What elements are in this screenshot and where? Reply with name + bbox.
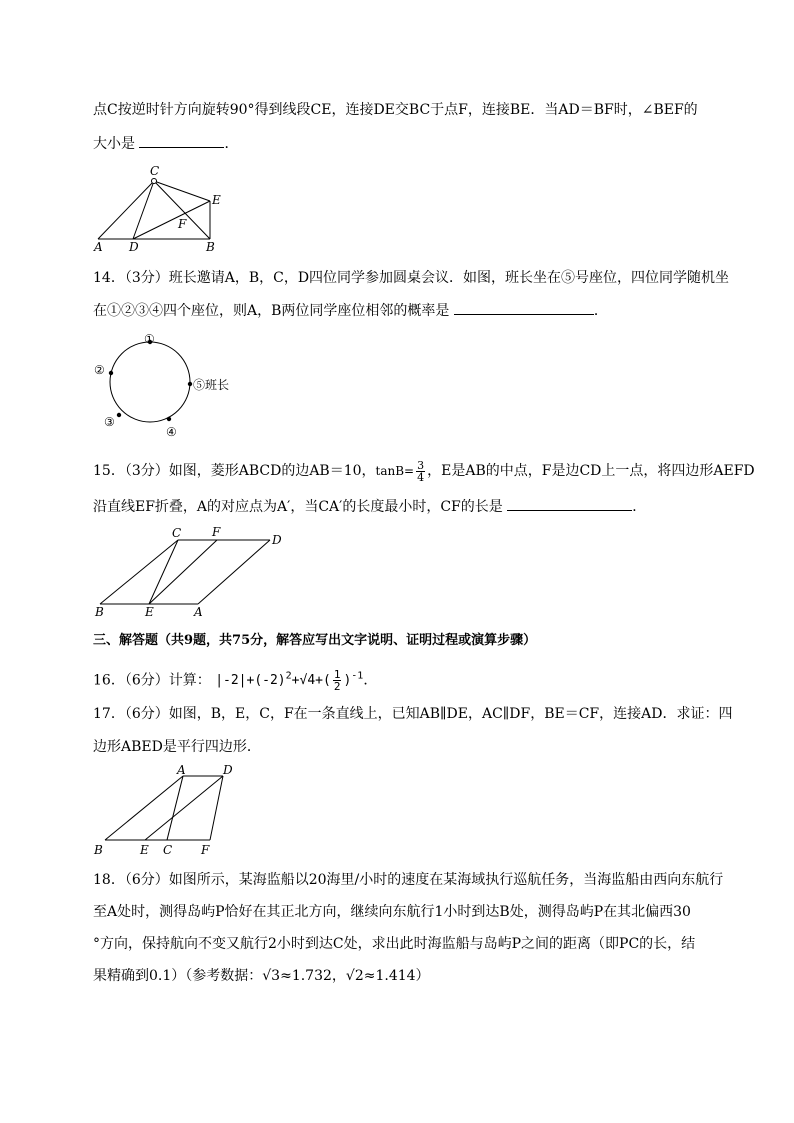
q14-seat-dot-2 [109, 371, 113, 375]
q15-label-b: B [95, 605, 104, 619]
q14-seat-dot-4 [167, 417, 171, 421]
q15-tan-fraction [416, 460, 425, 483]
q17-segment-ab [105, 776, 183, 840]
q16-end: ． [363, 672, 378, 689]
q14-answer-blank [454, 300, 594, 315]
q15-label-d: D [272, 533, 282, 547]
q18-line4: 果精确到0.1）（参考数据：√3≈1.732，√2≈1.414） [93, 968, 430, 984]
q15-figure [90, 524, 300, 620]
q16-half-fraction [333, 669, 342, 692]
q16-expr-b: +√4+( [291, 673, 331, 689]
q17-segment-de [145, 776, 223, 840]
q16-line [93, 663, 378, 694]
q17-label-b: B [94, 843, 103, 857]
q16-prefix: 16．（6分）计算： [93, 672, 211, 689]
q14-seat-label-4: ④ [166, 425, 177, 439]
q15-tan-num: 3 [417, 458, 425, 472]
q14-line2-text: 在①②③④四个座位，则A，B两位同学座位相邻的概率是 [93, 303, 450, 319]
q17-label-d: D [223, 763, 233, 777]
q17-label-e: E [140, 843, 149, 857]
q14-seat-dot-3 [117, 413, 121, 417]
q15-line2-text: 沿直线EF折叠，A的对应点为A′，当CA′的长度最小时，CF的长是 [93, 499, 503, 515]
q13-figure [90, 162, 230, 254]
q16-expr-a: |-2|+(-2) [215, 673, 286, 689]
q13-segment-ce [154, 181, 210, 201]
q15-end: ． [632, 499, 647, 515]
q16-half-den: 2 [333, 680, 341, 694]
q17-line2: 边形ABED是平行四边形． [93, 739, 261, 755]
q18-line3: °方向，保持航向不变又航行2小时到达C处，求出此时海监船与岛屿P之间的距离（即PC的长，结 [93, 936, 696, 952]
q18-line2: 至A处时，测得岛屿P恰好在其正北方向，继续向东航行1小时到达B处，测得岛屿P在其北偏西30 [93, 904, 691, 920]
q16-exp2: 2 [285, 671, 292, 682]
q17-figure [90, 764, 240, 858]
q15-line1a: 15．（3分）如图，菱形ABCD的边AB＝10， [93, 463, 376, 479]
q15-segment-ad [198, 540, 270, 604]
q14-seat-dot-5 [188, 382, 192, 386]
q13-line2-text: 大小是 [93, 136, 135, 152]
q14-seat-label-2: ② [94, 363, 105, 377]
q14-line1: 14．（3分）班长邀请A，B，C，D四位同学参加圆桌会议．如图，班长坐在⑤号座位，四位同学随机坐 [93, 270, 730, 286]
q17-label-c: C [163, 843, 173, 857]
q17-label-f: F [201, 843, 210, 857]
q15-label-a: A [194, 605, 203, 619]
q15-line1b: ，E是AB的中点，F是边CD上一点，将四边形AEFD [427, 463, 755, 479]
q15-segment-bc [100, 540, 178, 604]
q13-label-f: F [178, 217, 187, 231]
q16-expr-c: ) [343, 673, 352, 689]
q15-line1 [93, 457, 755, 485]
q15-tan-den: 4 [417, 470, 425, 484]
q13-end: ． [224, 136, 239, 152]
q16-expression [215, 668, 364, 694]
q17-label-a: A [177, 763, 186, 777]
q14-line2 [93, 300, 608, 321]
q14-seat-label-1: ① [144, 332, 155, 346]
q15-label-c: C [172, 526, 182, 540]
q13-line1: 点C按逆时针方向旋转90°得到线段CE，连接DE交BC于点F，连接BE．当AD＝BF时，∠BEF的 [93, 102, 698, 118]
q16-half-num: 1 [333, 668, 341, 682]
q17-line1: 17．（6分）如图，B，E，C，F在一条直线上，已知AB∥DE，AC∥DF，BE＝CF，连接AD．求证：四 [93, 706, 733, 722]
q13-label-d: D [129, 240, 139, 254]
q14-seat-label-3: ③ [104, 415, 115, 429]
section3-heading: 三、解答题（共9题，共75分，解答应写出文字说明、证明过程或演算步骤） [93, 633, 537, 648]
q13-label-b: B [206, 240, 215, 254]
q14-seat-label-5: ⑤班长 [193, 378, 230, 392]
q13-label-e: E [212, 193, 221, 207]
q13-label-a: A [94, 240, 103, 254]
q15-line2 [93, 496, 646, 517]
q17-segment-ac [167, 776, 183, 840]
q15-answer-blank [507, 496, 632, 511]
q15-label-f: F [212, 525, 221, 539]
q15-tan-label: tanB= [375, 464, 415, 478]
q13-answer-blank [139, 133, 224, 148]
q16-exp-neg1: -1 [351, 671, 364, 682]
q18-line1: 18．（6分）如图所示，某海监船以20海里/小时的速度在某海域执行巡航任务，当海监船由西向东航行 [93, 872, 724, 888]
q13-segment-ac [98, 181, 154, 239]
q15-segment-ef [149, 540, 217, 604]
q14-end: ． [593, 303, 608, 319]
q15-segment-ce [149, 540, 178, 604]
q15-label-e: E [145, 605, 154, 619]
q13-point-c [152, 179, 157, 184]
q14-figure [90, 328, 250, 440]
q13-line2 [93, 133, 238, 154]
q13-label-c: C [150, 164, 160, 178]
q14-table-circle [110, 342, 190, 422]
